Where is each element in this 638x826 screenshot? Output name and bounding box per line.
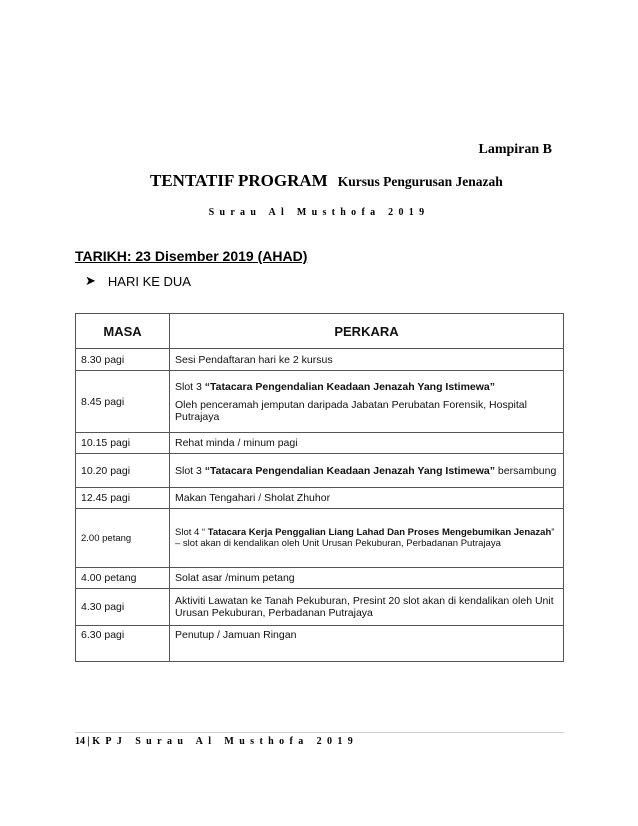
activity-cell: Sesi Pendaftaran hari ke 2 kursus xyxy=(170,349,564,371)
activity-cell: Rehat minda / minum pagi xyxy=(170,433,564,454)
table-row xyxy=(76,349,564,371)
activity-cell: Makan Tengahari / Sholat Zhuhor xyxy=(170,488,564,509)
activity-cell xyxy=(170,509,564,568)
time-cell: 4.30 pagi xyxy=(76,589,170,626)
time-cell: 12.45 pagi xyxy=(76,488,170,509)
appendix-label: Lampiran B xyxy=(478,142,552,157)
day-bullet xyxy=(85,273,191,289)
footer-text: KPJ Surau Al Musthofa 2019 xyxy=(92,736,359,747)
activity-cell: Aktiviti Lawatan ke Tanah Pekuburan, Presint 20 slot akan di kendalikan oleh Unit Urusan Pekuburan, Perbadanan Putrajaya xyxy=(170,589,564,626)
schedule-table xyxy=(75,313,564,662)
table-header-row xyxy=(76,314,564,349)
time-cell: 2.00 petang xyxy=(76,509,170,568)
table-row xyxy=(76,371,564,433)
time-cell: 10.15 pagi xyxy=(76,433,170,454)
activity-cell: Solat asar /minum petang xyxy=(170,568,564,589)
column-header-perkara: PERKARA xyxy=(170,314,564,349)
activity-suffix: ” – slot akan di kendalikan oleh Unit Urusan Pekuburan, Perbadanan Putrajaya xyxy=(175,527,555,549)
table-row xyxy=(76,488,564,509)
page-title xyxy=(150,171,503,191)
time-cell: 8.45 pagi xyxy=(76,371,170,433)
activity-prefix: Slot 3 xyxy=(175,380,205,393)
activity-cell xyxy=(170,454,564,488)
time-cell: 8.30 pagi xyxy=(76,349,170,371)
activity-cell: Penutup / Jamuan Ringan xyxy=(170,626,564,662)
page-number: 14 | xyxy=(75,736,90,747)
table-row xyxy=(76,433,564,454)
table-row xyxy=(76,509,564,568)
table-row xyxy=(76,568,564,589)
time-cell: 4.00 petang xyxy=(76,568,170,589)
title-main: TENTATIF PROGRAM xyxy=(150,171,328,190)
arrow-bullet-icon: ➤ xyxy=(85,273,96,288)
column-header-masa: MASA xyxy=(76,314,170,349)
activity-suffix: bersambung xyxy=(495,464,557,477)
table-row xyxy=(76,626,564,662)
table-row xyxy=(76,589,564,626)
day-label: HARI KE DUA xyxy=(107,273,191,289)
activity-detail: Oleh penceramah jemputan daripada Jabatan Perubatan Forensik, Hospital Putrajaya xyxy=(175,398,527,423)
activity-cell xyxy=(170,371,564,433)
activity-prefix: Slot 4 “ xyxy=(175,527,208,538)
activity-bold: Tatacara Kerja Penggalian Liang Lahad Dan Proses Mengebumikan Jenazah xyxy=(207,527,552,538)
date-heading: TARIKH: 23 Disember 2019 (AHAD) xyxy=(75,248,308,264)
activity-bold: “Tatacara Pengendalian Keadaan Jenazah Yang Istimewa” xyxy=(204,464,496,477)
title-sub: Kursus Pengurusan Jenazah xyxy=(337,174,503,189)
activity-prefix: Slot 3 xyxy=(175,464,205,477)
time-cell: 10.20 pagi xyxy=(76,454,170,488)
footer-divider xyxy=(75,732,564,733)
subtitle: Surau Al Musthofa 2019 xyxy=(208,207,430,218)
time-cell: 6.30 pagi xyxy=(76,626,170,662)
page-footer xyxy=(75,736,358,747)
table-row xyxy=(76,454,564,488)
activity-bold: “Tatacara Pengendalian Keadaan Jenazah Yang Istimewa” xyxy=(204,380,496,393)
